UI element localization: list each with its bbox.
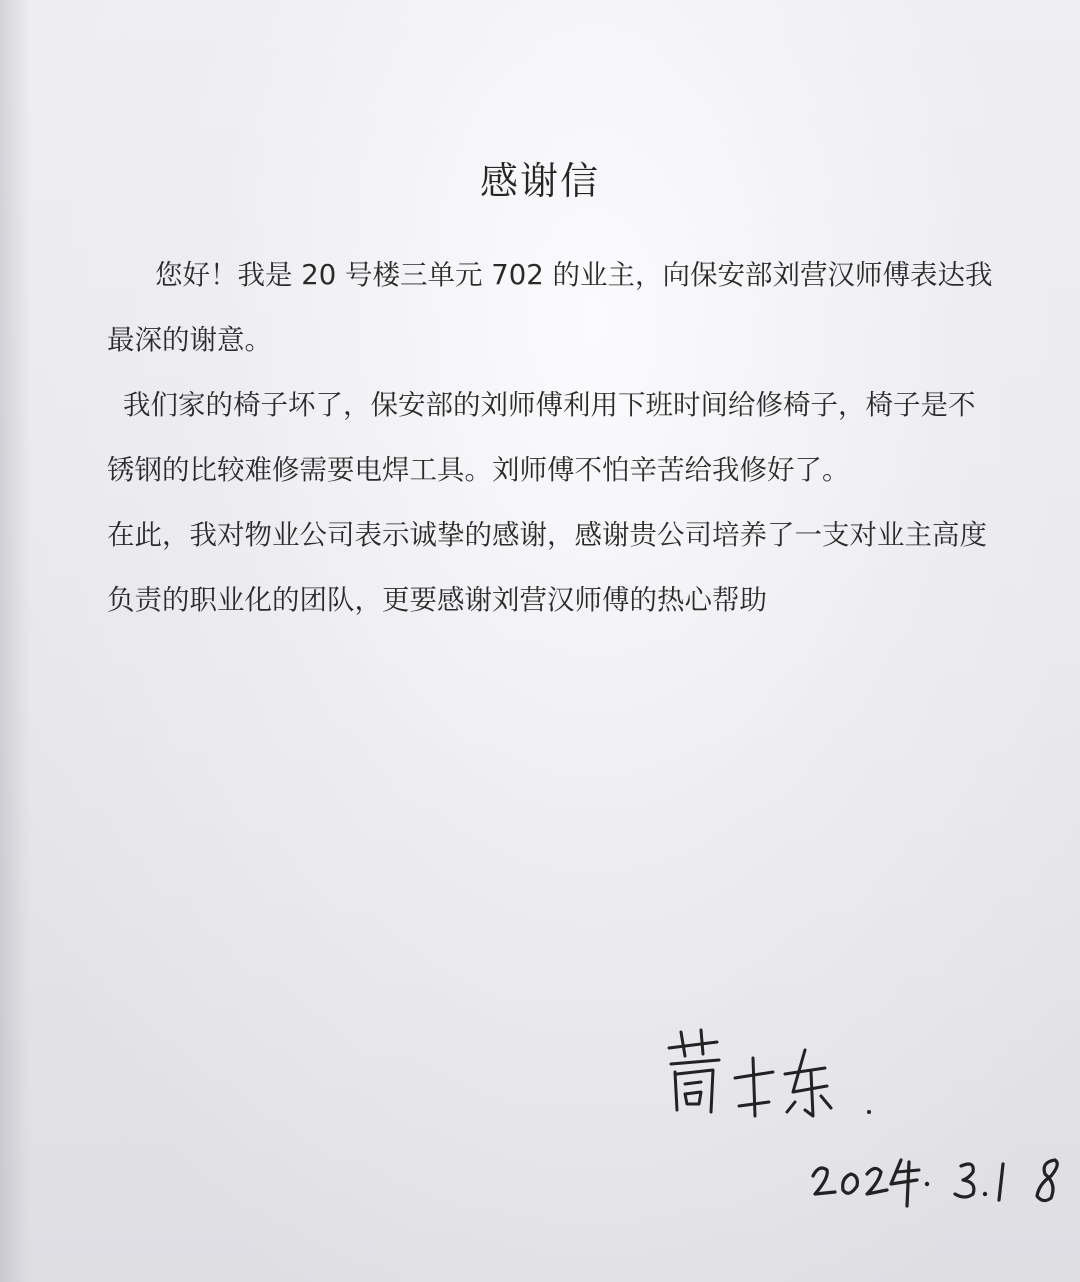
letter-title: 感谢信 (479, 159, 600, 203)
handwritten-date (805, 1140, 1080, 1215)
paragraph-greeting: 您好！我是 20 号楼三单元 702 的业主，向保安部刘营汉师傅表达我最深的谢意。 (107, 259, 993, 356)
paragraph-thanks: 在此，我对物业公司表示诚挚的感谢，感谢贵公司培养了一支对业主高度负责的职业化的团队，更要感谢刘营汉师傅的热心帮助 (107, 519, 987, 616)
handwritten-signature (655, 1020, 895, 1130)
paragraph-story: 我们家的椅子坏了，保安部的刘师傅利用下班时间给修椅子，椅子是不锈钢的比较难修需要电焊工具。刘师傅不怕辛苦给我修好了。 (107, 389, 976, 486)
letter-body (107, 243, 1000, 633)
